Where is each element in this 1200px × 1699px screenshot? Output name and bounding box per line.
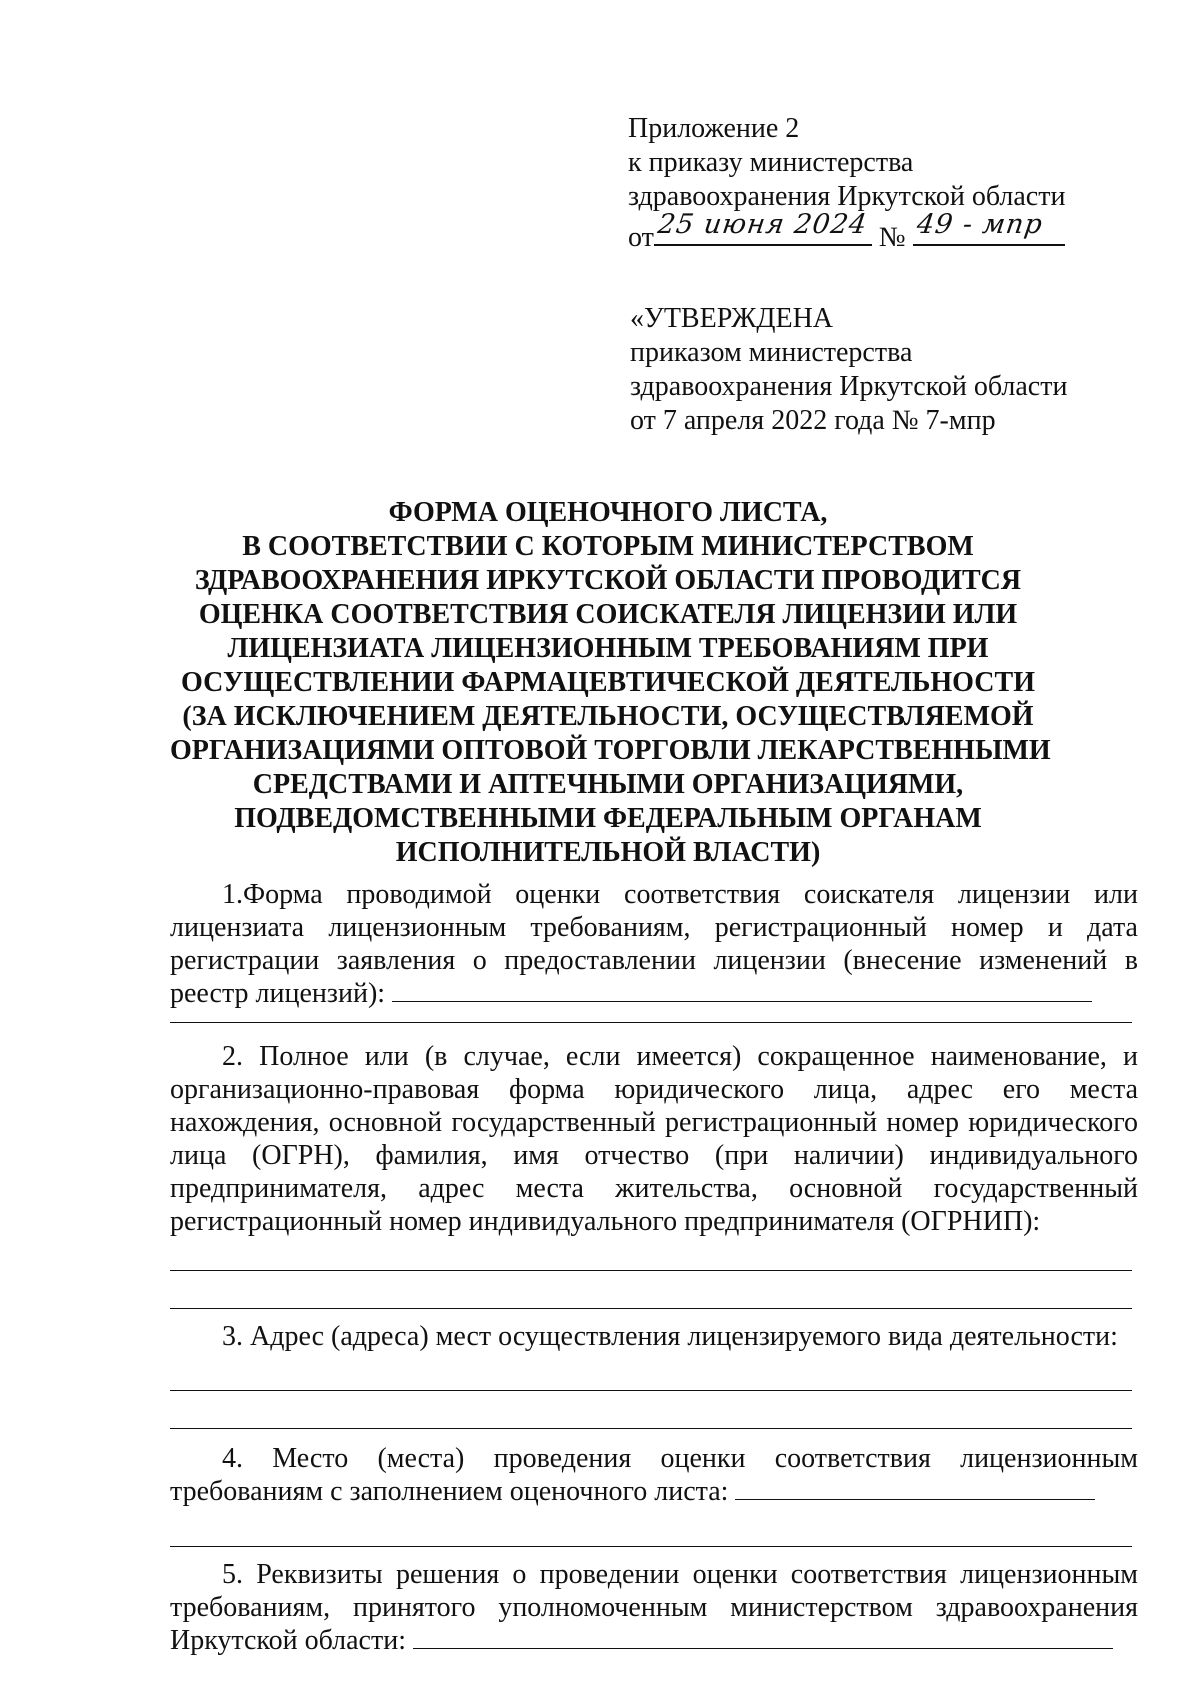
item-4-text: 4. Место (места) проведения оценки соответствия лицензионным требованиям с заполнением оценочного листа: xyxy=(170,1443,1138,1507)
approved-block xyxy=(630,302,1067,438)
handwritten-number-field xyxy=(913,209,1065,246)
approved-line: здравоохранения Иркутской области xyxy=(630,371,1068,402)
handwritten-date: 25 июня 2024 xyxy=(655,209,870,240)
number-sign: № xyxy=(878,222,906,253)
title-line: ОРГАНИЗАЦИЯМИ ОПТОВОЙ ТОРГОВЛИ ЛЕКАРСТВЕННЫМИ xyxy=(170,735,1051,766)
item-3 xyxy=(170,1320,1138,1353)
title-line: (ЗА ИСКЛЮЧЕНИЕМ ДЕЯТЕЛЬНОСТИ, ОСУЩЕСТВЛЯЕМОЙ xyxy=(182,701,1034,732)
item-2 xyxy=(170,1040,1138,1238)
appendix-line: здравоохранения Иркутской области xyxy=(628,181,1066,212)
appendix-date-line xyxy=(628,209,1065,255)
item-4 xyxy=(170,1442,1138,1508)
item-5-text: 5. Реквизиты решения о проведении оценки соответствия лицензионным требованиям, принятого уполномоченным министерством здравоохранения Иркутской области: xyxy=(170,1559,1138,1656)
title-line: ЛИЦЕНЗИАТА ЛИЦЕНЗИОННЫМ ТРЕБОВАНИЯМ ПРИ xyxy=(227,633,989,664)
handwritten-date-field xyxy=(654,209,872,246)
approved-line: приказом министерства xyxy=(630,337,913,368)
item-1-text: 1.Форма проводимой оценки соответствия соискателя лицензии или лицензиата лицензионным требованиям, регистрационный номер и дата регистрации заявления о предоставлении лицензии (внесение изменений в реестр лицензий): xyxy=(170,879,1138,1009)
title-line: ФОРМА ОЦЕНОЧНОГО ЛИСТА, xyxy=(388,497,828,528)
title-line: СРЕДСТВАМИ И АПТЕЧНЫМИ ОРГАНИЗАЦИЯМИ, xyxy=(252,769,964,800)
blank-line[interactable] xyxy=(170,1022,1132,1023)
item-1-fill-line[interactable] xyxy=(392,977,1092,1002)
item-2-text: 2. Полное или (в случае, если имеется) сокращенное наименование, и организационно-правовая форма юридического лица, адрес его места нахождения, основной государственный регистрационный номер юридического лица (ОГРН), фамилия, имя отчество (при наличии) индивидуального предпринимателя, адрес места жительства, основной государственный регистрационный номер индивидуального предпринимателя (ОГРНИП): xyxy=(170,1041,1138,1237)
approved-line: «УТВЕРЖДЕНА xyxy=(630,303,834,334)
blank-line[interactable] xyxy=(170,1428,1132,1429)
document-title xyxy=(170,496,1051,870)
item-4-fill-line[interactable] xyxy=(735,1475,1095,1500)
title-line: В СООТВЕТСТВИИ С КОТОРЫМ МИНИСТЕРСТВОМ xyxy=(242,531,974,562)
title-line: ОСУЩЕСТВЛЕНИИ ФАРМАЦЕВТИЧЕСКОЙ ДЕЯТЕЛЬНОСТИ xyxy=(181,667,1035,698)
blank-line[interactable] xyxy=(170,1390,1132,1391)
blank-line[interactable] xyxy=(170,1270,1132,1271)
appendix-line: Приложение 2 xyxy=(628,113,800,144)
item-3-text: 3. Адрес (адреса) мест осуществления лицензируемого вида деятельности: xyxy=(222,1321,1118,1352)
title-line: ИСПОЛНИТЕЛЬНОЙ ВЛАСТИ) xyxy=(395,837,821,868)
item-1 xyxy=(170,878,1138,1010)
title-line: ЗДРАВООХРАНЕНИЯ ИРКУТСКОЙ ОБЛАСТИ ПРОВОДИТСЯ xyxy=(194,565,1022,596)
blank-line[interactable] xyxy=(170,1308,1132,1309)
appendix-line: к приказу министерства xyxy=(628,147,914,178)
item-5 xyxy=(170,1558,1138,1657)
title-line: ОЦЕНКА СООТВЕТСТВИЯ СОИСКАТЕЛЯ ЛИЦЕНЗИИ ИЛИ xyxy=(198,599,1018,630)
appendix-block xyxy=(628,112,1065,255)
item-5-fill-line[interactable] xyxy=(413,1624,1113,1649)
approved-line: от 7 апреля 2022 года № 7-мпр xyxy=(630,405,996,436)
date-prefix: от xyxy=(628,222,654,253)
title-line: ПОДВЕДОМСТВЕННЫМИ ФЕДЕРАЛЬНЫМ ОРГАНАМ xyxy=(234,803,982,834)
blank-line[interactable] xyxy=(170,1546,1132,1547)
handwritten-number: 49 - мпр xyxy=(914,209,1045,240)
